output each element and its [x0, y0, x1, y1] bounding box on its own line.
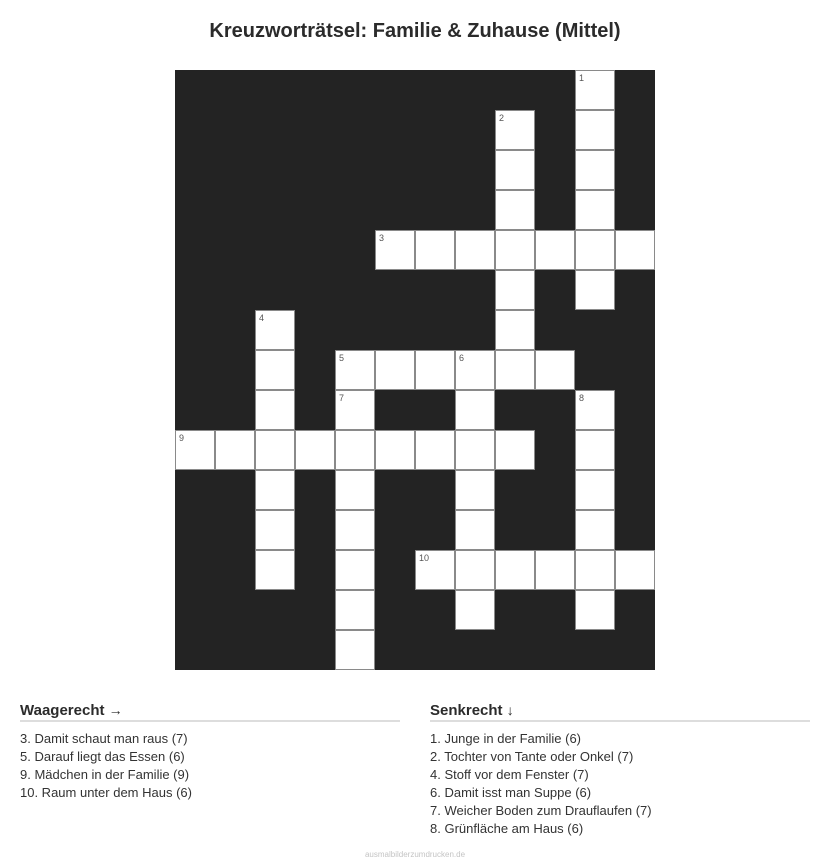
clue-number: 9 [179, 433, 185, 443]
grid-cell-r7-c6[interactable] [415, 350, 455, 390]
across-clue-list [20, 730, 400, 802]
grid-cell-r14-c4[interactable] [335, 630, 375, 670]
clue-down-6: 6. Damit isst man Suppe (6) [430, 785, 592, 800]
down-heading-label: Senkrecht [430, 702, 503, 719]
grid-cell-r9-c10[interactable] [575, 430, 615, 470]
across-heading-label: Waagerecht [20, 702, 105, 719]
grid-cell-r4-c5[interactable] [375, 230, 415, 270]
grid-cell-r12-c11[interactable] [615, 550, 655, 590]
clue-number: 5 [339, 353, 345, 363]
grid-cell-r12-c6[interactable] [415, 550, 455, 590]
clue-number: 4 [259, 313, 265, 323]
grid-cell-r10-c7[interactable] [455, 470, 495, 510]
across-clues-section [20, 702, 400, 802]
grid-cell-r6-c8[interactable] [495, 310, 535, 350]
grid-cell-r9-c3[interactable] [295, 430, 335, 470]
across-heading [20, 702, 400, 722]
grid-cell-r13-c7[interactable] [455, 590, 495, 630]
grid-cell-r4-c6[interactable] [415, 230, 455, 270]
grid-cell-r10-c10[interactable] [575, 470, 615, 510]
clue-number: 10 [419, 553, 430, 563]
grid-cell-r4-c9[interactable] [535, 230, 575, 270]
clue-across-9: 9. Mädchen in der Familie (9) [20, 767, 190, 782]
grid-cell-r9-c0[interactable] [175, 430, 215, 470]
clue-down-8: 8. Grünfläche am Haus (6) [430, 821, 584, 836]
puzzle-title: Kreuzworträtsel: Familie & Zuhause (Mittel) [209, 20, 621, 42]
clue-across-10: 10. Raum unter dem Haus (6) [20, 785, 192, 800]
down-heading [430, 702, 810, 722]
clue-number: 8 [579, 393, 585, 403]
arrow-right-icon: → [108, 702, 123, 718]
clue-number: 1 [579, 73, 585, 83]
down-clue-list [430, 730, 810, 838]
grid-cell-r12-c9[interactable] [535, 550, 575, 590]
down-clues-section [430, 702, 810, 838]
grid-cell-r3-c10[interactable] [575, 190, 615, 230]
grid-cell-r9-c7[interactable] [455, 430, 495, 470]
clue-number: 6 [459, 353, 465, 363]
grid-cell-r8-c2[interactable] [255, 390, 295, 430]
grid-cell-r9-c5[interactable] [375, 430, 415, 470]
grid-cell-r13-c4[interactable] [335, 590, 375, 630]
clue-down-2: 2. Tochter von Tante oder Onkel (7) [430, 749, 634, 764]
grid-cell-r2-c10[interactable] [575, 150, 615, 190]
grid-cell-r0-c10[interactable] [575, 70, 615, 110]
grid-cell-r5-c10[interactable] [575, 270, 615, 310]
clue-across-3: 3. Damit schaut man raus (7) [20, 731, 188, 746]
grid-cell-r10-c4[interactable] [335, 470, 375, 510]
clue-down-1: 1. Junge in der Familie (6) [430, 731, 582, 746]
grid-cell-r9-c8[interactable] [495, 430, 535, 470]
clue-number: 3 [379, 233, 385, 243]
grid-cell-r1-c8[interactable] [495, 110, 535, 150]
grid-cell-r6-c2[interactable] [255, 310, 295, 350]
grid-cell-r7-c8[interactable] [495, 350, 535, 390]
grid-cell-r5-c8[interactable] [495, 270, 535, 310]
grid-cell-r9-c6[interactable] [415, 430, 455, 470]
footer-credit: ausmalbilderzumdrucken.de [364, 850, 466, 859]
clue-number: 2 [499, 113, 505, 123]
grid-cell-r12-c4[interactable] [335, 550, 375, 590]
grid-cell-r12-c10[interactable] [575, 550, 615, 590]
grid-cell-r4-c11[interactable] [615, 230, 655, 270]
grid-cell-r12-c8[interactable] [495, 550, 535, 590]
grid-cell-r7-c5[interactable] [375, 350, 415, 390]
grid-cell-r11-c2[interactable] [255, 510, 295, 550]
grid-cell-r10-c2[interactable] [255, 470, 295, 510]
clue-number: 7 [339, 393, 345, 403]
grid-cell-r9-c1[interactable] [215, 430, 255, 470]
grid-cell-r9-c4[interactable] [335, 430, 375, 470]
grid-cell-r7-c2[interactable] [255, 350, 295, 390]
arrow-down-icon: ↓ [506, 702, 514, 718]
clue-down-7: 7. Weicher Boden zum Drauflaufen (7) [430, 803, 652, 818]
crossword-grid [175, 70, 655, 670]
grid-cell-r8-c4[interactable] [335, 390, 375, 430]
clue-down-4: 4. Stoff vor dem Fenster (7) [430, 767, 589, 782]
grid-cell-r4-c10[interactable] [575, 230, 615, 270]
grid-cell-r9-c2[interactable] [255, 430, 295, 470]
grid-cell-r11-c4[interactable] [335, 510, 375, 550]
grid-cell-r4-c8[interactable] [495, 230, 535, 270]
grid-cell-r8-c7[interactable] [455, 390, 495, 430]
grid-cell-r13-c10[interactable] [575, 590, 615, 630]
grid-cell-r2-c8[interactable] [495, 150, 535, 190]
grid-cell-r7-c7[interactable] [455, 350, 495, 390]
grid-cell-r4-c7[interactable] [455, 230, 495, 270]
clue-across-5: 5. Darauf liegt das Essen (6) [20, 749, 185, 764]
grid-cell-r12-c7[interactable] [455, 550, 495, 590]
grid-cell-r1-c10[interactable] [575, 110, 615, 150]
grid-cell-r3-c8[interactable] [495, 190, 535, 230]
grid-cell-r7-c4[interactable] [335, 350, 375, 390]
grid-cell-r8-c10[interactable] [575, 390, 615, 430]
grid-cell-r11-c7[interactable] [455, 510, 495, 550]
grid-cell-r11-c10[interactable] [575, 510, 615, 550]
grid-cell-r12-c2[interactable] [255, 550, 295, 590]
grid-cell-r7-c9[interactable] [535, 350, 575, 390]
